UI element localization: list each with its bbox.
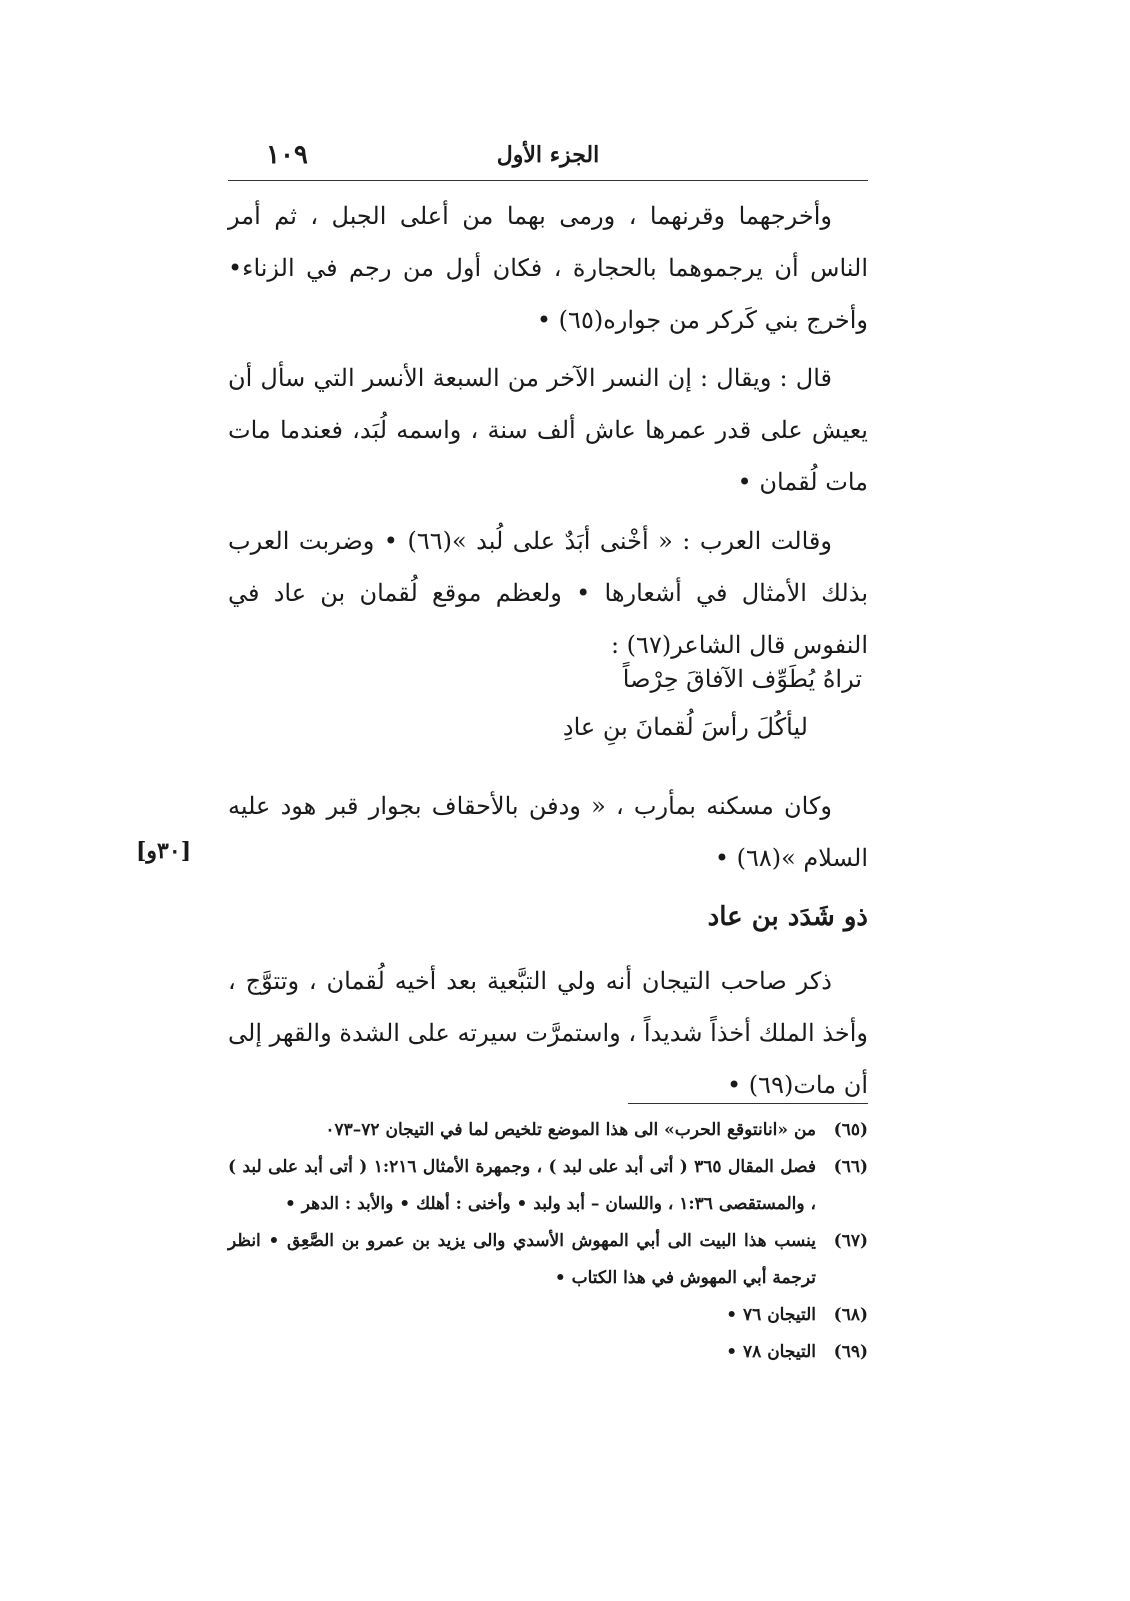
paragraph-text: وأخرجهما وقرنهما ، ورمى بهما من أعلى الجبل ، ثم أمر الناس أن يرجموهما بالحجارة ، فكان أول من رجم في الزناء• وأخرج بني كَركر من جواره(٦٥) •	[228, 202, 868, 334]
margin-folio-note: [٣٠و]	[136, 838, 192, 864]
footnote-text: من «انانتوقع الحرب» الى هذا الموضع تلخيص لما في التيجان ٧٢–٠٧٣	[325, 1120, 816, 1140]
footnote-item	[228, 1297, 868, 1334]
paragraph-3	[228, 515, 868, 671]
paragraph-text: وقالت العرب : « أخْنى أبَدٌ على لُبد »(٦٦) • وضربت العرب بذلك الأمثال في أشعارها • ولعظم موقع لُقمان بن عاد في النفوس قال الشاعر(٦٧) :	[228, 527, 868, 659]
page-number: ١٠٩	[266, 140, 308, 170]
footnote-text: التيجان ٧٦ •	[726, 1305, 816, 1325]
footnote-item	[228, 1112, 868, 1149]
running-title: الجزء الأول	[496, 142, 600, 168]
footnote-number: (٦٩)	[833, 1342, 868, 1362]
footnote-item	[228, 1149, 868, 1223]
footnote-number: (٦٨)	[833, 1305, 868, 1325]
footnote-item	[228, 1334, 868, 1371]
section-paragraph	[228, 955, 868, 1111]
paragraph-text: وكان مسكنه بمأرب ، « ودفن بالأحقاف بجوار قبر هود عليه السلام »(٦٨) •	[228, 792, 868, 872]
paragraph-text: قال : ويقال : إن النسر الآخر من السبعة الأنسر التي سأل أن يعيش على قدر عمرها عاش ألف سنة ، واسمه لُبَد، فعندما مات مات لُقمان •	[228, 364, 868, 496]
footnote-item	[228, 1223, 868, 1297]
footnotes	[228, 1112, 868, 1371]
footnote-text: فصل المقال ٣٦٥ ( أتى أبد على لبد ) ، وجمهرة الأمثال ١:٢١٦ ( أتى أبد على لبد ) ، والمستقصى ١:٣٦ ، واللسان – أبد ولبد • وأخنى : أهلك • والأبد : الدهر •	[228, 1157, 816, 1214]
paragraph-1	[228, 190, 868, 346]
footnote-divider	[628, 1103, 868, 1104]
footnote-number: (٦٦)	[833, 1157, 868, 1177]
verse-hemistich-2: ليأكُلَ رأسَ لُقمانَ بنِ عادِ	[562, 713, 808, 741]
paragraph-2	[228, 352, 868, 508]
paragraph-4	[228, 780, 868, 884]
footnote-number: (٦٥)	[833, 1120, 868, 1140]
footnote-text: ينسب هذا البيت الى أبي المهوش الأسدي والى يزيد بن عمرو بن الصَّعِق • انظر ترجمة أبي المهوش في هذا الكتاب •	[228, 1231, 816, 1288]
header-divider	[228, 180, 868, 181]
paragraph-text: ذكر صاحب التيجان أنه ولي التبَّعية بعد أخيه لُقمان ، وتتوَّج ، وأخذ الملك أخذاً شديداً ، واستمرَّت سيرته على الشدة والقهر إلى أن مات(٦٩) •	[228, 967, 868, 1099]
section-heading: ذو شَدَد بن عاد	[707, 902, 868, 932]
footnote-number: (٦٧)	[833, 1231, 868, 1251]
verse-hemistich-1: تراهُ يُطَوِّف الآفاقَ حِرْصاً	[622, 665, 862, 693]
page-header	[228, 138, 868, 182]
footnote-text: التيجان ٧٨ •	[726, 1342, 816, 1362]
